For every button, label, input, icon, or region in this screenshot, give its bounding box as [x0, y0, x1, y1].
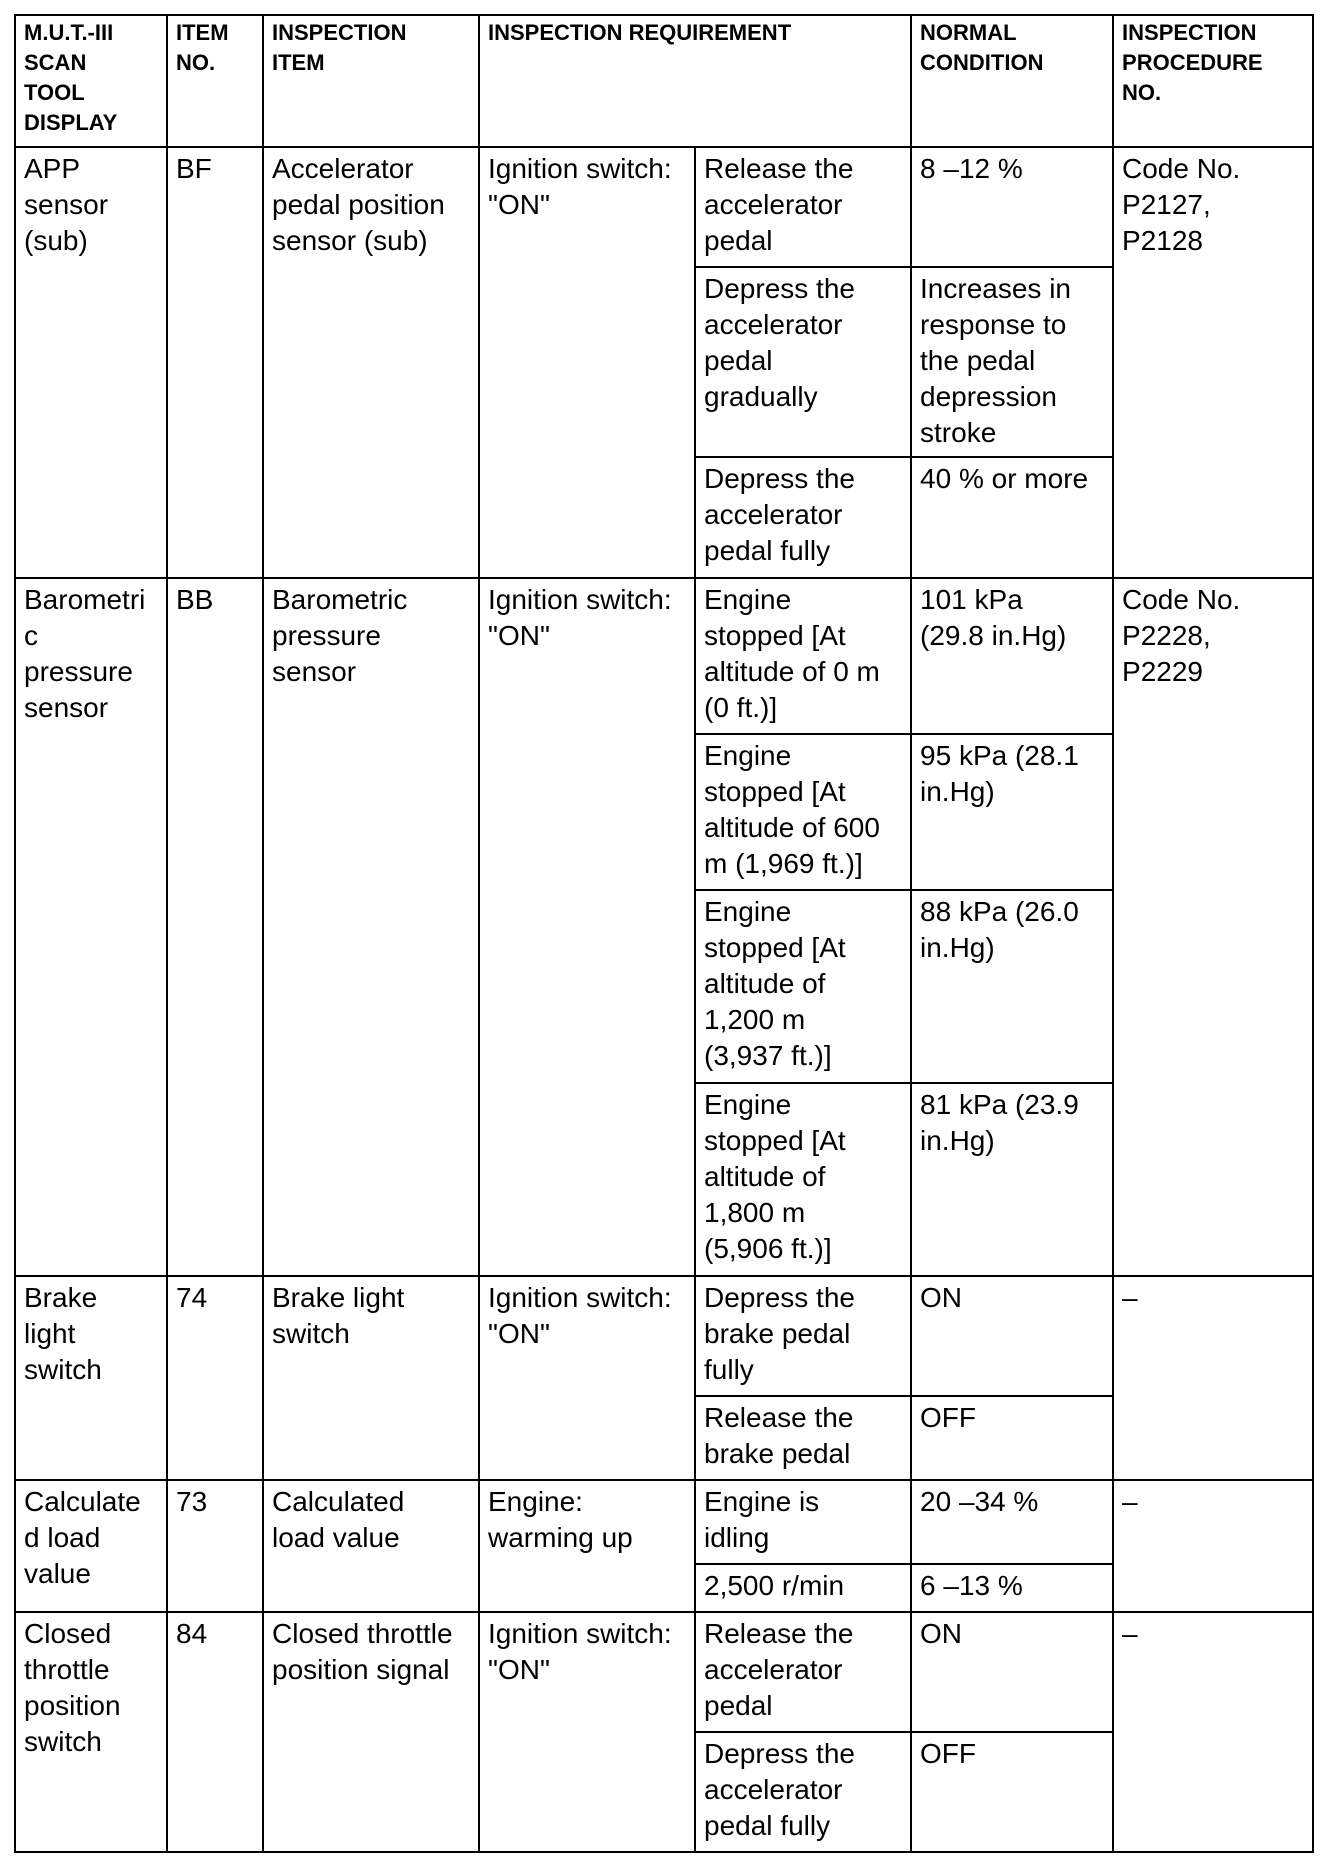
procedure-no-cell: Code No. P2127, P2128	[1113, 147, 1313, 578]
normal-condition-cell: OFF	[911, 1396, 1113, 1480]
header-inspection-requirement: INSPECTION REQUIREMENT	[479, 15, 911, 147]
condition-cell: Depress the accelerator pedal fully	[695, 457, 911, 578]
header-scan-tool-display: M.U.T.-III SCAN TOOL DISPLAY	[15, 15, 167, 147]
requirement-cell: Ignition switch: "ON"	[479, 578, 695, 1276]
inspection-item-cell: Closed throttle position signal	[263, 1612, 479, 1852]
procedure-no-cell: –	[1113, 1276, 1313, 1480]
scan-tool-display-cell: APP sensor (sub)	[15, 147, 167, 578]
item-no-cell: 73	[167, 1480, 263, 1612]
normal-condition-cell: ON	[911, 1276, 1113, 1396]
requirement-cell: Ignition switch: "ON"	[479, 1276, 695, 1480]
normal-condition-cell: 8 –12 %	[911, 147, 1113, 267]
scan-tool-display-cell: Brake light switch	[15, 1276, 167, 1480]
condition-cell: Depress the accelerator pedal gradually	[695, 267, 911, 457]
normal-condition-cell: 20 –34 %	[911, 1480, 1113, 1564]
inspection-item-cell: Calculated load value	[263, 1480, 479, 1612]
item-no-cell: BB	[167, 578, 263, 1276]
item-no-cell: 84	[167, 1612, 263, 1852]
condition-cell: Engine is idling	[695, 1480, 911, 1564]
normal-condition-cell: 88 kPa (26.0 in.Hg)	[911, 890, 1113, 1083]
inspection-table	[14, 14, 1314, 1853]
normal-condition-cell: 6 –13 %	[911, 1564, 1113, 1612]
requirement-cell: Ignition switch: "ON"	[479, 147, 695, 578]
normal-condition-cell: 95 kPa (28.1 in.Hg)	[911, 734, 1113, 890]
procedure-no-cell: –	[1113, 1612, 1313, 1852]
item-no-cell: 74	[167, 1276, 263, 1480]
normal-condition-cell: 101 kPa (29.8 in.Hg)	[911, 578, 1113, 734]
normal-condition-cell: OFF	[911, 1732, 1113, 1852]
table-row	[15, 578, 1313, 734]
condition-cell: Release the accelerator pedal	[695, 1612, 911, 1732]
condition-cell: 2,500 r/min	[695, 1564, 911, 1612]
inspection-item-cell: Barometric pressure sensor	[263, 578, 479, 1276]
table-header-row	[15, 15, 1313, 147]
procedure-no-cell: Code No. P2228, P2229	[1113, 578, 1313, 1276]
condition-cell: Release the brake pedal	[695, 1396, 911, 1480]
header-inspection-item: INSPECTION ITEM	[263, 15, 479, 147]
scan-tool-display-cell: Calculate d load value	[15, 1480, 167, 1612]
condition-cell: Depress the accelerator pedal fully	[695, 1732, 911, 1852]
table-row	[15, 1276, 1313, 1396]
table-row	[15, 1480, 1313, 1564]
scan-tool-display-cell: Closed throttle position switch	[15, 1612, 167, 1852]
requirement-cell: Ignition switch: "ON"	[479, 1612, 695, 1852]
condition-cell: Release the accelerator pedal	[695, 147, 911, 267]
inspection-item-cell: Brake light switch	[263, 1276, 479, 1480]
procedure-no-cell: –	[1113, 1480, 1313, 1612]
scan-tool-display-cell: Barometri c pressure sensor	[15, 578, 167, 1276]
condition-cell: Engine stopped [At altitude of 600 m (1,969 ft.)]	[695, 734, 911, 890]
table-row	[15, 147, 1313, 267]
normal-condition-cell: ON	[911, 1612, 1113, 1732]
item-no-cell: BF	[167, 147, 263, 578]
header-item-no: ITEM NO.	[167, 15, 263, 147]
normal-condition-cell: 40 % or more	[911, 457, 1113, 578]
header-normal-condition: NORMAL CONDITION	[911, 15, 1113, 147]
condition-cell: Engine stopped [At altitude of 1,800 m (5,906 ft.)]	[695, 1083, 911, 1276]
condition-cell: Depress the brake pedal fully	[695, 1276, 911, 1396]
requirement-cell: Engine: warming up	[479, 1480, 695, 1612]
condition-cell: Engine stopped [At altitude of 1,200 m (3,937 ft.)]	[695, 890, 911, 1083]
normal-condition-cell: Increases in response to the pedal depression stroke	[911, 267, 1113, 457]
inspection-item-cell: Accelerator pedal position sensor (sub)	[263, 147, 479, 578]
normal-condition-cell: 81 kPa (23.9 in.Hg)	[911, 1083, 1113, 1276]
header-procedure-no: INSPECTION PROCEDURE NO.	[1113, 15, 1313, 147]
table-row	[15, 1612, 1313, 1732]
condition-cell: Engine stopped [At altitude of 0 m (0 ft.)]	[695, 578, 911, 734]
